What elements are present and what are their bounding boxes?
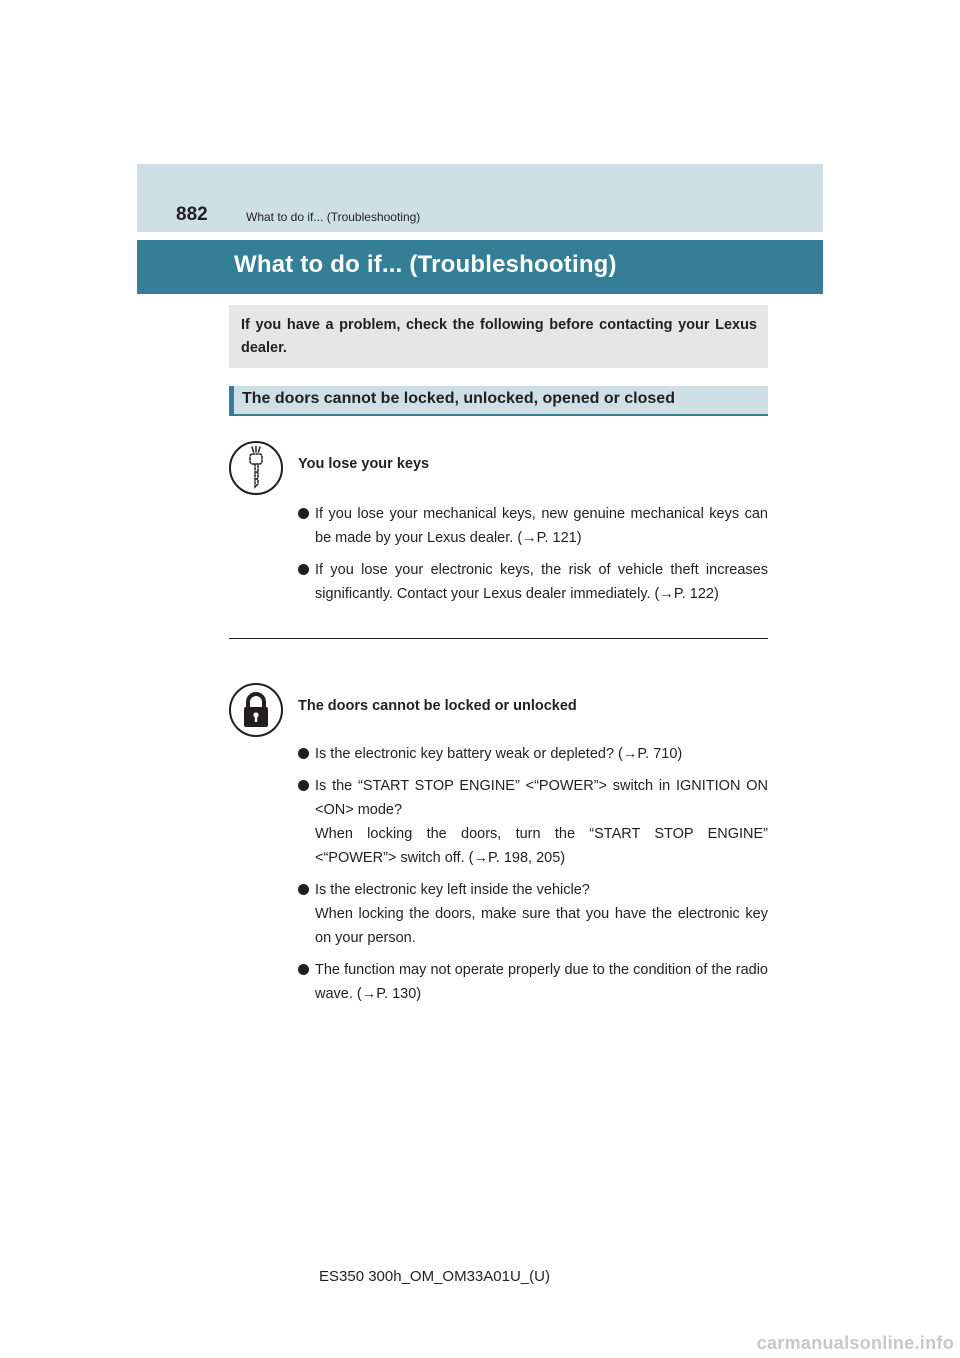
running-header: What to do if... (Troubleshooting): [246, 210, 421, 224]
bullet-dot: [298, 780, 309, 791]
key-icon: [229, 441, 283, 495]
key-icon-graphic: [231, 443, 281, 493]
intro-box: [229, 305, 768, 368]
lock-icon-graphic: [231, 685, 281, 735]
footer-model-code: ES350 300h_OM_OM33A01U_(U): [319, 1268, 550, 1285]
list-item: Is the “START STOP ENGINE” <“POWER”> switch in IGNITION ON <ON> mode? When locking the doors, turn the “START STOP ENGINE” <“POWER”> switch off. (→P. 198, 205): [298, 774, 768, 870]
bullet-dot: [298, 884, 309, 895]
list-item: If you lose your electronic keys, the risk of vehicle theft increases significantly. Contact your Lexus dealer immediately. (→P. 122): [298, 558, 768, 606]
bullet-dot: [298, 748, 309, 759]
section-heading-text: The doors cannot be locked, unlocked, opened or closed: [242, 390, 675, 407]
divider: [229, 638, 768, 639]
page-title: What to do if... (Troubleshooting): [234, 251, 617, 278]
intro-text: If you have a problem, check the following before contacting your Lexus dealer.: [241, 317, 757, 356]
page-number: 882: [176, 204, 208, 225]
list-item: Is the electronic key battery weak or depleted? (→P. 710): [298, 742, 768, 766]
list-item: The function may not operate properly due to the condition of the radio wave. (→P. 130): [298, 958, 768, 1006]
bullet-dot: [298, 964, 309, 975]
watermark[interactable]: carmanualsonline.info: [756, 1333, 954, 1353]
section-heading: [229, 386, 768, 416]
bullet-list-lost-keys: [298, 502, 768, 614]
bullet-dot: [298, 508, 309, 519]
lock-icon: [229, 683, 283, 737]
list-item: Is the electronic key left inside the vehicle? When locking the doors, make sure that you have the electronic key on your person.: [298, 878, 768, 950]
sub-heading-doors-lock: The doors cannot be locked or unlocked: [298, 698, 577, 714]
list-item: If you lose your mechanical keys, new genuine mechanical keys can be made by your Lexus dealer. (→P. 121): [298, 502, 768, 550]
bullet-list-doors-lock: [298, 742, 768, 1014]
bullet-dot: [298, 564, 309, 575]
sub-heading-lost-keys: You lose your keys: [298, 456, 430, 472]
header-band: [137, 164, 823, 232]
